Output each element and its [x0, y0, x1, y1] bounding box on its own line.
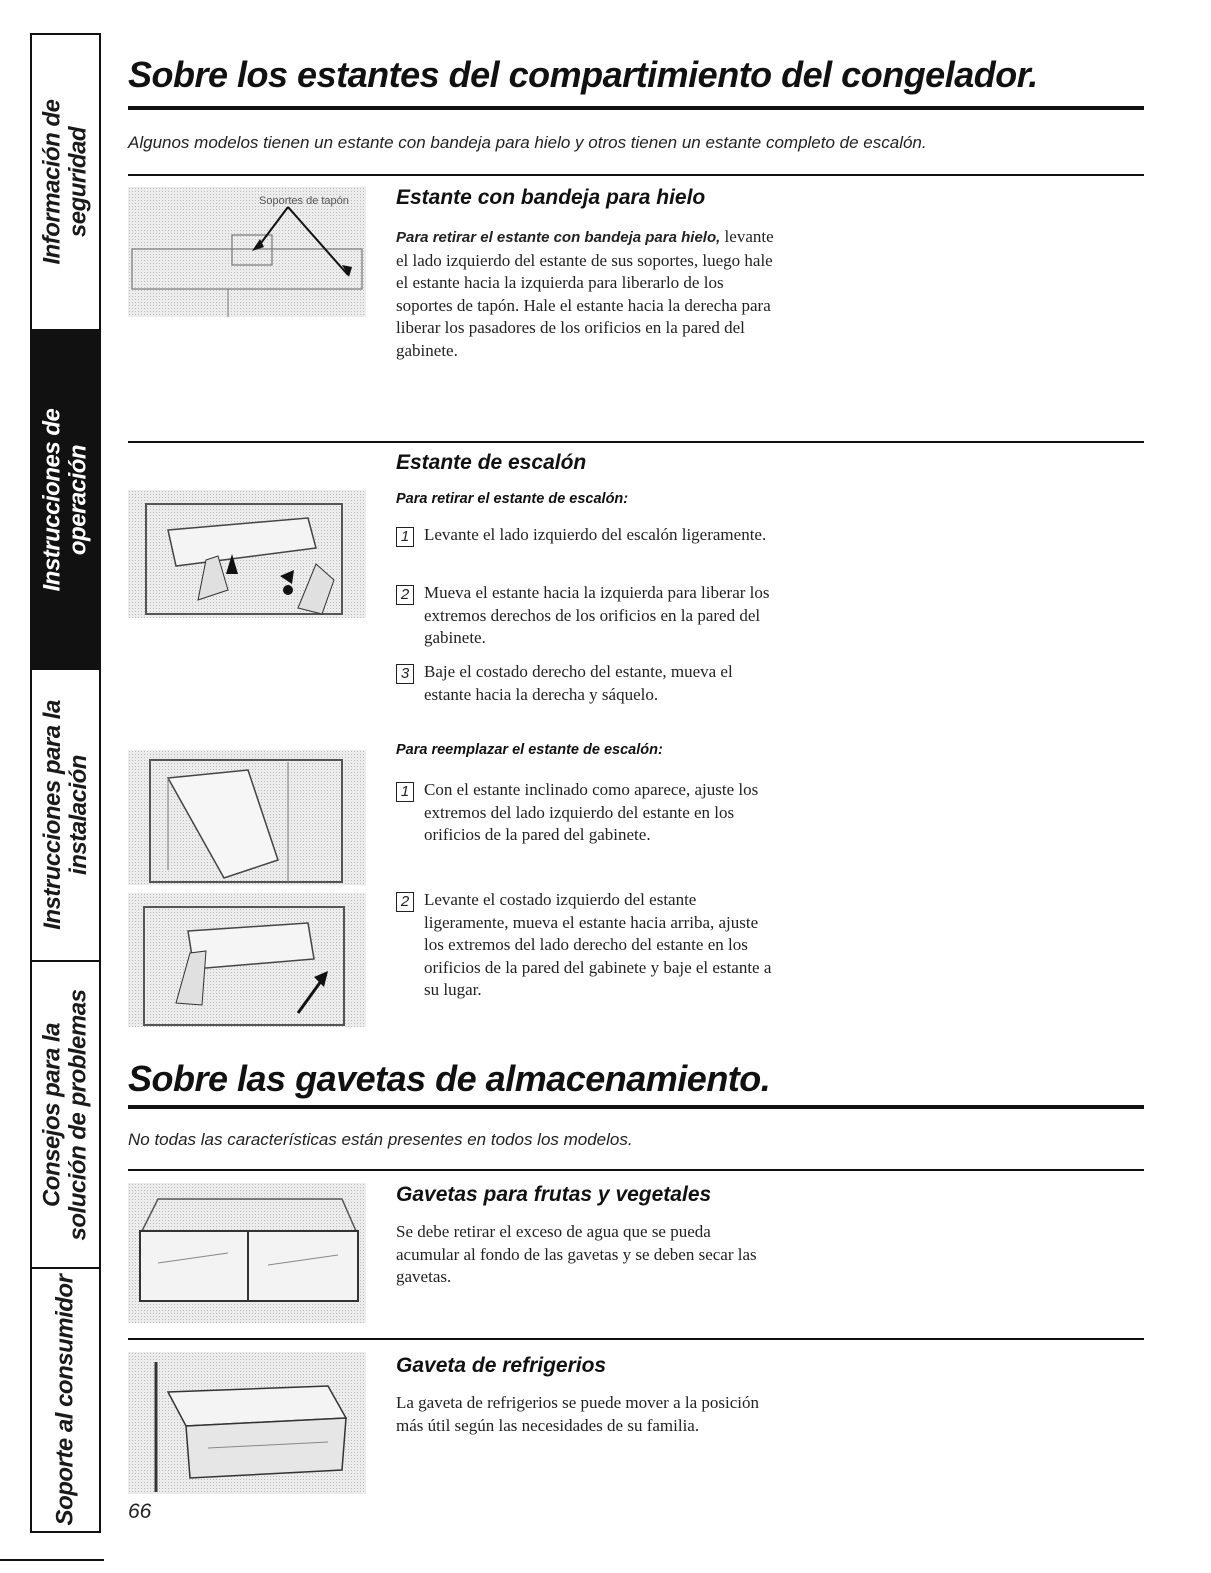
crisper-heading: Gavetas para frutas y vegetales: [396, 1183, 712, 1206]
divider: [128, 1169, 1144, 1171]
remove-step-shelf-heading: Para retirar el estante de escalón:: [396, 491, 629, 507]
remove-step-3: [396, 661, 776, 706]
step-text: Mueva el estante hacia la izquierda para liberar los extremos derechos de los orificios en la pared del gabinete.: [424, 583, 770, 647]
ice-shelf-heading: Estante con bandeja para hielo: [396, 186, 706, 209]
divider: [128, 174, 1144, 176]
snack-heading: Gaveta de refrigerios: [396, 1354, 607, 1377]
crisper-drawers-illustration: [128, 1183, 366, 1323]
remove-step-2: [396, 582, 776, 650]
remove-step-1: [396, 524, 776, 547]
divider: [128, 441, 1144, 443]
step-number: 1: [396, 782, 414, 802]
tab-label: Consejos para la solución de problemas: [38, 989, 92, 1240]
tab-label: Instrucciones para la instalación: [38, 700, 92, 930]
snack-text: La gaveta de refrigerios se puede mover a la posición más útil según las necesidades de su familia.: [396, 1393, 759, 1435]
step-number: 2: [396, 892, 414, 912]
tab-troubleshooting-tips[interactable]: [32, 962, 99, 1269]
callout-label: Soportes de tapón: [259, 195, 349, 207]
tab-installation-instructions[interactable]: [32, 670, 99, 962]
step-number: 1: [396, 527, 414, 547]
section-intro: No todas las características están presentes en todos los modelos.: [128, 1130, 633, 1149]
footer-rule: [0, 1559, 104, 1561]
section-title-freezer-shelves: Sobre los estantes del compartimiento del congelador.: [128, 54, 1038, 95]
ice-shelf-illustration: [128, 187, 366, 317]
title-rule: [128, 106, 1144, 110]
step-text: Levante el costado izquierdo del estante ligeramente, mueva el estante hacia arriba, ajuste los extremos del lado derecho del estante en los orificios de la pared del gabinete y baje el estante a su lugar.: [424, 890, 772, 999]
page-number: 66: [128, 1500, 152, 1523]
step-number: 2: [396, 585, 414, 605]
crisper-text: Se debe retirar el exceso de agua que se pueda acumular al fondo de las gavetas y se deben secar las gavetas.: [396, 1222, 757, 1286]
tab-label: Soporte al consumidor: [51, 1274, 79, 1526]
section-intro: Algunos modelos tienen un estante con bandeja para hielo y otros tienen un estante completo de escalón.: [128, 133, 927, 152]
ice-shelf-lead: Para retirar el estante con bandeja para hielo,: [396, 229, 721, 246]
tab-label: Información de seguridad: [38, 99, 92, 265]
step-number: 3: [396, 664, 414, 684]
tab-safety-information[interactable]: [32, 35, 99, 331]
snack-drawer-illustration: [128, 1352, 366, 1494]
title-rule: [128, 1105, 1144, 1109]
replace-tilted-shelf-illustration: [128, 750, 366, 885]
step-shelf-heading: Estante de escalón: [396, 451, 587, 474]
section-tabs: [30, 33, 101, 1533]
step-text: Levante el lado izquierdo del escalón ligeramente.: [424, 525, 767, 544]
replace-step-1: [396, 779, 776, 847]
step-text: Con el estante inclinado como aparece, ajuste los extremos del lado izquierdo del estante en los orificios de la pared del gabinete.: [424, 780, 759, 844]
section-title-storage-drawers: Sobre las gavetas de almacenamiento.: [128, 1058, 771, 1099]
step-text: Baje el costado derecho del estante, mueva el estante hacia la derecha y sáquelo.: [424, 662, 733, 704]
tab-operating-instructions[interactable]: [32, 331, 99, 670]
tab-consumer-support[interactable]: [32, 1269, 99, 1531]
ice-shelf-text: [396, 226, 776, 362]
remove-step-shelf-illustration: [128, 490, 366, 618]
replace-lower-shelf-illustration: [128, 893, 366, 1027]
divider: [128, 1338, 1144, 1340]
replace-step-2: [396, 889, 776, 1002]
ice-shelf-body: levante el lado izquierdo del estante de sus soportes, luego hale el estante hacia la izquierda para liberarlo de los soportes de tapón. Hale el estante hacia la derecha para liberar los pasadores de los orificios en la pared del gabinete.: [396, 227, 774, 360]
replace-step-shelf-heading: Para reemplazar el estante de escalón:: [396, 742, 663, 758]
tab-label: Instrucciones de operación: [38, 408, 92, 591]
